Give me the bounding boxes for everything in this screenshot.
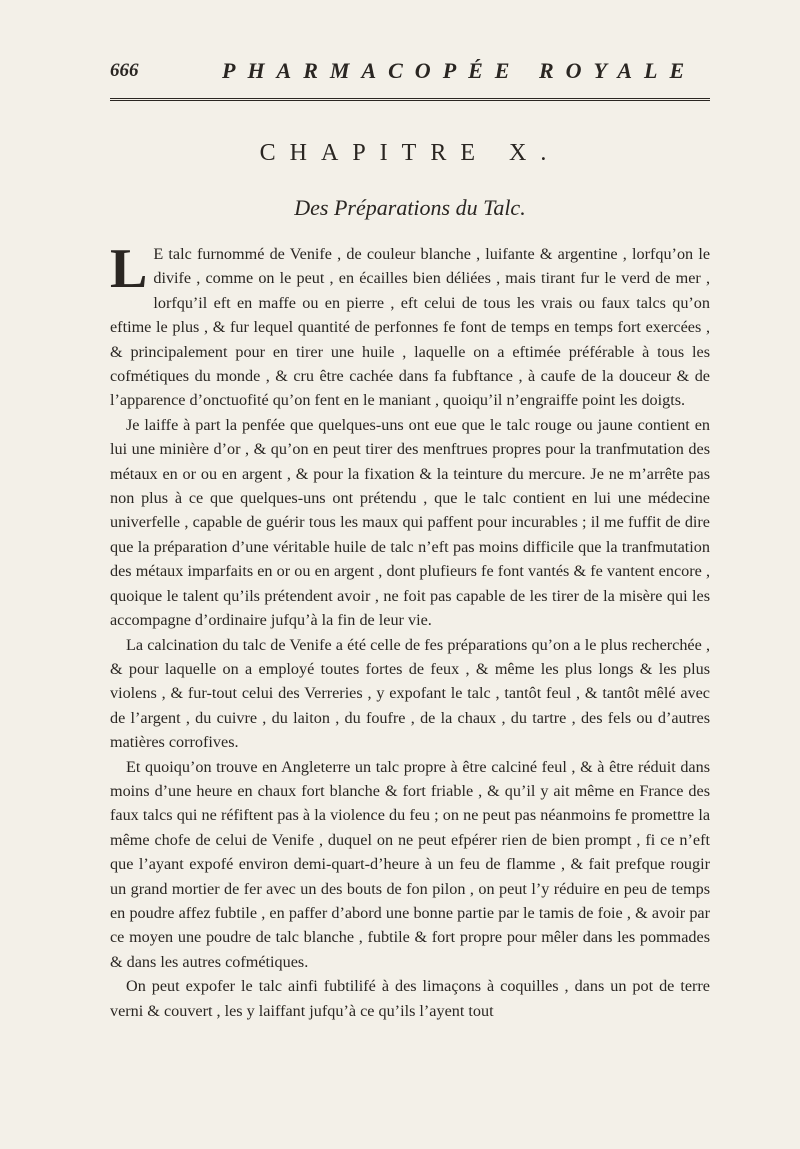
paragraph-2: Je laiffe à part la penfée que quelques-uns ont eue que le talc rouge ou jaune contient en lui une minière d’or , & qu’on en peut tirer des menftrues propres pour la tranfmutation des métaux en or ou en argent , & pour la fixation & la teinture du mercure. Je ne m’arrête pas non plus à ce que quelques-uns ont prétendu , que le talc contient en lui une médecine univerfelle , capable de guérir tous les maux qui paffent pour incurables ; il me fuffit de dire que la préparation d’une véritable huile de talc n’eft pas moins difficile que la tranfmutation des métaux imparfaits en or ou en argent , dont plufieurs fe font vantés & fe vantent encore , quoique le talent qu’ils prétendent avoir , ne foit pas capable de les tirer de la misère qui les accompagne d’ordinaire jufqu’à la fin de leur vie. [110, 415, 710, 630]
running-head [110, 60, 700, 90]
body-text [110, 238, 710, 1023]
chapter-title: CHAPITRE X. [259, 140, 561, 166]
paragraph-1 [110, 238, 710, 413]
paragraph-4: Et quoiqu’on trouve en Angleterre un talc propre à être calciné feul , & à être réduit dans moins d’une heure en chaux fort blanche & fort friable , & qu’il y ait même en France des faux talcs qui ne réfiftent pas à la violence du feu ; on ne peut pas néanmoins fe promettre la même chofe de celui de Venife , duquel on ne peut efpérer rien de bien prompt , fi ce n’eft que l’ayant expofé environ demi-quart-d’heure à un feu de flamme , & fait prefque rougir un grand mortier de fer avec un des bouts de fon pilon , on peut l’y réduire en peu de temps en poudre affez fubtile , en paffer d’abord une bonne partie par le tamis de foie , & avoir par ce moyen une poudre de talc blanche , fubtile & fort propre pour mêler dans les pommades & dans les autres cofmétiques. [110, 757, 710, 971]
paragraph-text: E talc furnommé de Venife , de couleur blanche , luifante & argentine , lorfqu’on le divife , comme on le peut , en écailles bien déliées , mais tirant fur le verd de mer , lorfqu’il eft en maffe ou en pierre , eft celui de tous les vrais ou faux talcs qu’on eftime le plus , & fur lequel quantité de perfonnes fe font de temps en temps fort exercées , & principalement pour en tirer une huile , laquelle on a eftimée préférable à tous les cofmétiques du monde , & cru être cachée dans fa fubftance , à caufe de la douceur & de l’apparence d’onctuofité qu’on fent en le maniant , quoiqu’il n’engraiffe point les doigts. [110, 245, 710, 410]
paragraph-5: On peut expofer le talc ainfi fubtilifé à des limaçons à coquilles , dans un pot de terre verni & couvert , les y laiffant jufqu’à ce qu’ils l’ayent tout [110, 977, 710, 1020]
running-title: PHARMACOPÉE ROYALE [222, 58, 697, 83]
paragraph-3: La calcination du talc de Venife a été celle de fes préparations qu’on a le plus recherchée , & pour laquelle on a employé toutes fortes de feux , & même les plus longs & les plus violens , & fur-tout celui des Verreries , y expofant le talc , tantôt feul , & tantôt mêlé avec de l’argent , du cuivre , du laiton , du foufre , de la chaux , du tartre , des fels ou d’autres matières corrofives. [110, 635, 710, 752]
section-title: Des Préparations du Talc. [294, 195, 526, 220]
header-rule [110, 98, 710, 105]
page-number: 666 [110, 60, 139, 81]
drop-cap: L [110, 238, 148, 300]
